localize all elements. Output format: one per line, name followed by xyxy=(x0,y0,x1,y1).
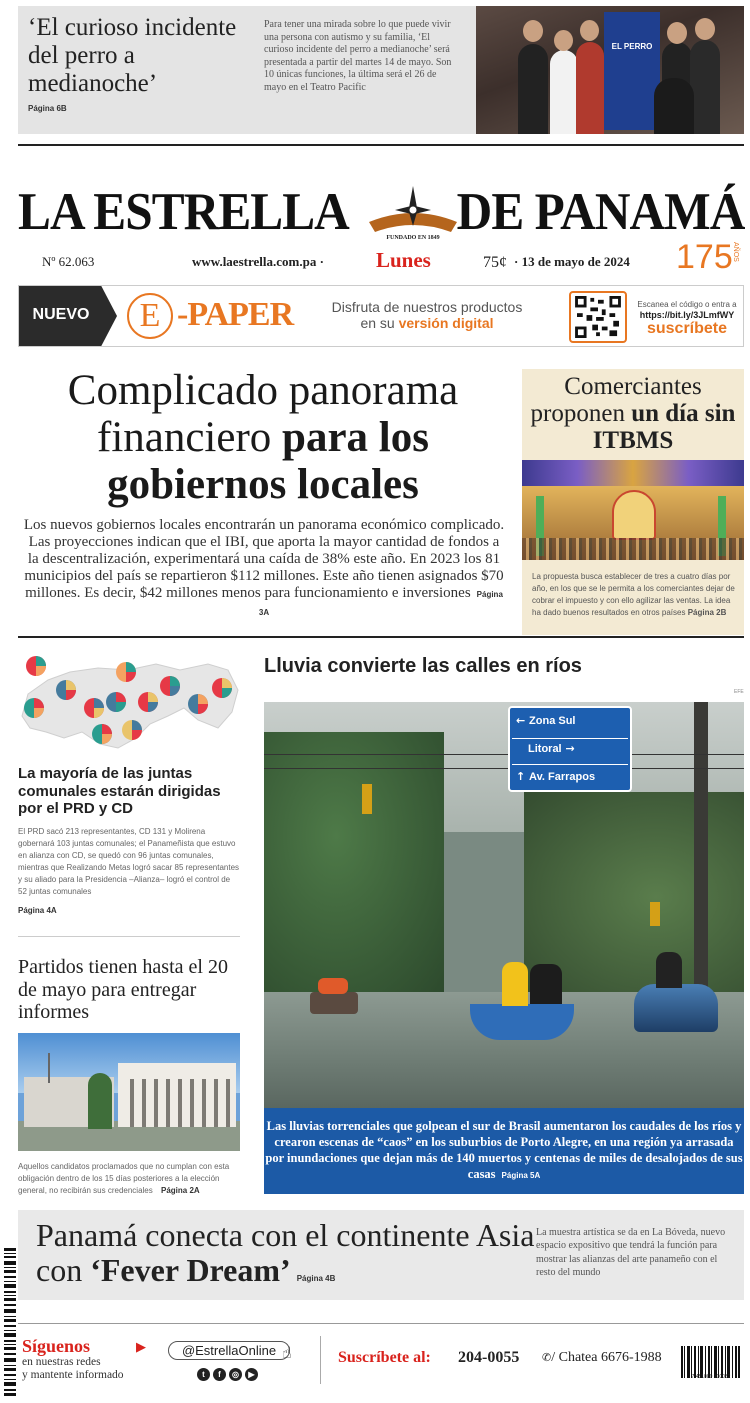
juntas-body: El PRD sacó 213 representantes, CD 131 y Molirena gobernará 103 juntas comunales; el Panameñista que estuvo en alianza con CD, se quedó con 96 juntas comunales, mientras que Realizando Metas logró sacar 85 representantes y su aliado para la Presidencia –Alianza– logró el control de 52 juntas comunales xyxy=(18,827,240,896)
person xyxy=(550,50,578,134)
side-barcode xyxy=(4,1248,16,1396)
partidos-page-ref: Página 2A xyxy=(160,1186,200,1195)
compass-star-emblem xyxy=(363,182,463,240)
sign-zona-sul-label: Zona Sul xyxy=(529,715,576,727)
rescuer-yellow xyxy=(502,962,528,1006)
epaper-scan-text: Escanea el código o entra a xyxy=(637,300,737,309)
new-badge-label: NUEVO xyxy=(32,306,90,323)
main-story-page-ref: Página 3A xyxy=(258,590,503,617)
fever-headline xyxy=(36,1218,536,1296)
sign-zona-sul xyxy=(516,714,626,727)
subscribe-phone[interactable]: 204-0055 xyxy=(458,1349,520,1366)
social-icons xyxy=(197,1364,267,1378)
side-story-page-ref: Página 2B xyxy=(687,608,727,617)
whatsapp-icon: ✆ xyxy=(542,1351,552,1364)
side-story-body xyxy=(532,571,738,619)
arrow-left-icon: ← xyxy=(516,714,530,727)
rule-left-column xyxy=(18,936,240,937)
anniversary-years: 175 xyxy=(676,238,733,276)
street-sign xyxy=(508,706,632,792)
price: 75¢ xyxy=(483,254,507,271)
power-line xyxy=(264,768,744,769)
chat-phone[interactable] xyxy=(542,1350,662,1366)
qr-code-icon[interactable] xyxy=(569,291,627,343)
lluvia-caption-box xyxy=(264,1108,744,1194)
main-headline-bold: para los gobiernos locales xyxy=(107,414,429,508)
person-head xyxy=(695,18,715,40)
person-head xyxy=(580,20,599,41)
top-promo-title: ‘El curioso incidente del perro a medianoche’ xyxy=(28,14,237,97)
top-promo-banner[interactable] xyxy=(18,6,744,134)
shoppers-crowd xyxy=(522,538,744,560)
juntas-headline[interactable]: La mayoría de las juntas comunales estarán dirigidas por el PRD y CD xyxy=(18,765,221,817)
person-head xyxy=(667,22,687,44)
flag-pole xyxy=(48,1053,50,1083)
rule-bottom xyxy=(18,1323,744,1324)
mall-ceiling xyxy=(522,460,744,486)
weekday: Lunes xyxy=(376,248,431,272)
panama-results-map xyxy=(18,650,240,756)
person-dark xyxy=(530,964,562,1004)
top-promo-description: Para tener una mirada sobre lo que puede vivir una persona con autismo y su familia, ‘El curioso incidente del perro a medianoche’ será presentada a partir del martes 14 de mayo. Son 10 únicas funciones, la última será el 26 de mayo en el Teatro Pacific xyxy=(264,19,452,93)
epaper-tagline-2 xyxy=(317,315,537,331)
partidos-headline[interactable]: Partidos tienen hasta el 20 de mayo para entregar informes xyxy=(18,956,228,1023)
anniversary-label: AÑOS xyxy=(732,242,739,262)
top-promo-page-ref: Página 6B xyxy=(28,104,67,113)
sign-litoral-label: Litoral xyxy=(528,743,562,755)
masthead-name-right: DE PANAMÁ xyxy=(456,183,744,241)
sign-farrapos-label: Av. Farrapos xyxy=(529,771,596,783)
youtube-icon[interactable]: ▶ xyxy=(245,1368,258,1381)
side-story-text: La propuesta busca establecer de tres a cuatro días por año, en los que se le permita a los comerciantes dejar de cobrar el impuesto y con ello agilizar las ventas. La idea ha dado buenos resultados en otros países xyxy=(532,572,735,617)
epaper-subscribe-link[interactable]: suscríbete xyxy=(646,320,728,337)
masthead[interactable] xyxy=(18,176,744,242)
issue-number: Nº 62.063 xyxy=(42,254,95,269)
follow-us-line-2: y mantente informado xyxy=(22,1369,124,1381)
masthead-name-left: LA ESTRELLA xyxy=(18,183,349,241)
fever-description: La muestra artística se da en La Bóveda, nuevo espacio expositivo que tendrá la función para mostrar las alianzas del arte panameño con el resto del mundo xyxy=(536,1227,726,1279)
lluvia-page-ref: Página 5A xyxy=(501,1171,541,1180)
traffic-light xyxy=(650,902,660,926)
juntas-page-ref: Página 4A xyxy=(18,906,57,915)
fever-headline-light: Panamá conecta con el continente Asia con xyxy=(36,1217,535,1288)
issue-date: · 13 de mayo de 2024 xyxy=(514,254,630,269)
person-seated xyxy=(654,78,694,134)
palm-tree xyxy=(88,1073,112,1129)
power-line xyxy=(264,754,744,755)
fever-dream-banner[interactable] xyxy=(18,1210,744,1300)
pointer-hand-icon: ☝ xyxy=(282,1343,292,1362)
lluvia-caption-text: Las lluvias torrenciales que golpean el sur de Brasil aumentaron los caudales de los ríos y crearon escenas de “caos” en los suburbios de Porto Alegre, en una región ya arrasada por inundaciones que dejan más de 140 muertos y centenas de miles de desalojados de sus casas xyxy=(265,1119,743,1181)
main-story-text: Los nuevos gobiernos locales encontrarán un panorama económico complicado. Las proyecciones indican que el IBI, que aporta la mayor cantidad de fondos a la descentralización, experimentará una caída de 38% este año. En 2023 los 81 municipios del país se repartieron $112 millones. Este año tienen asignados $70 millones. Es decir, $42 millones menos para funcionamiento e inversiones xyxy=(23,517,505,601)
epaper-promo-banner[interactable] xyxy=(18,285,744,347)
fever-page-ref: Página 4B xyxy=(296,1274,336,1283)
arrow-up-icon: ↑ xyxy=(516,770,530,783)
lluvia-headline[interactable]: Lluvia convierte las calles en ríos xyxy=(264,655,582,677)
jet-ski xyxy=(634,984,718,1032)
blue-boat xyxy=(470,1004,574,1040)
website-link[interactable]: www.laestrella.com.pa · xyxy=(192,254,324,269)
person xyxy=(576,42,604,134)
person xyxy=(518,44,548,134)
twitter-icon[interactable]: t xyxy=(197,1368,210,1381)
side-headline-bold: un día sin ITBMS xyxy=(592,400,736,454)
facebook-icon[interactable]: f xyxy=(213,1368,226,1381)
rescue-boat xyxy=(310,992,358,1014)
shopping-mall-photo xyxy=(522,460,744,560)
follow-us-line-1: en nuestras redes xyxy=(22,1356,101,1368)
epaper-url-link[interactable]: https://bit.ly/3JLmfWY xyxy=(639,310,735,320)
play-poster xyxy=(604,12,660,130)
lluvia-caption xyxy=(264,1118,744,1184)
jet-ski-rider xyxy=(656,952,682,988)
sign-farrapos xyxy=(516,770,630,783)
emblem-caption: FUNDADO EN 1849 xyxy=(386,235,440,240)
main-headline[interactable] xyxy=(18,367,508,508)
epaper-logo-icon: E xyxy=(127,293,173,339)
photo-credit: EFE xyxy=(734,689,744,695)
rule-middle xyxy=(18,636,744,638)
sign-litoral xyxy=(528,742,628,755)
social-handle-button[interactable]: @EstrellaOnline xyxy=(168,1341,290,1360)
sign-divider xyxy=(512,738,628,739)
utility-pole xyxy=(694,702,708,1002)
person-head xyxy=(523,20,543,42)
trees-left xyxy=(264,732,444,992)
play-arrow-icon: ▶ xyxy=(136,1340,146,1355)
flooded-street-photo xyxy=(264,702,744,1108)
building-columns xyxy=(122,1079,232,1127)
side-headline-light: Comerciantes proponen xyxy=(530,373,702,427)
epaper-logo-word: -PAPER xyxy=(177,296,294,333)
partidos-text: Aquellos candidatos proclamados que no cumplan con esta obligación dentro de los 15 días posteriores a la elección general, no recibirán sus credenciales xyxy=(18,1162,230,1195)
sign-divider xyxy=(512,764,628,765)
subscribe-label: Suscríbete al: xyxy=(338,1349,431,1366)
chat-phone-text: / Chatea 6676-1988 xyxy=(551,1350,662,1365)
epaper-tagline-prefix: en su xyxy=(360,315,399,331)
traffic-light xyxy=(362,784,372,814)
main-story-body xyxy=(22,517,506,621)
side-story-box[interactable] xyxy=(522,369,744,635)
person-head xyxy=(554,30,573,51)
fever-headline-bold: ‘Fever Dream’ xyxy=(90,1252,291,1288)
main-headline-light: Complicado panorama financiero xyxy=(67,367,459,461)
epaper-tagline-1: Disfruta de nuestros productos xyxy=(331,299,523,315)
poster-title: EL PERRO xyxy=(611,42,653,51)
rule-top xyxy=(18,144,744,146)
electoral-building-photo xyxy=(18,1033,240,1151)
carousel xyxy=(612,490,656,540)
footer-divider xyxy=(320,1336,321,1384)
epaper-tagline-highlight: versión digital xyxy=(398,315,494,331)
person xyxy=(690,40,720,134)
arrow-right-icon: → xyxy=(561,742,575,755)
follow-us-label: Síguenos xyxy=(22,1336,91,1356)
instagram-icon[interactable]: ◎ xyxy=(229,1368,242,1381)
side-story-headline xyxy=(522,373,744,454)
rescuers xyxy=(318,978,348,994)
barcode-number: 7 451089 100082 xyxy=(691,1374,731,1380)
theater-cast-photo xyxy=(476,6,744,134)
partidos-body xyxy=(18,1161,240,1197)
